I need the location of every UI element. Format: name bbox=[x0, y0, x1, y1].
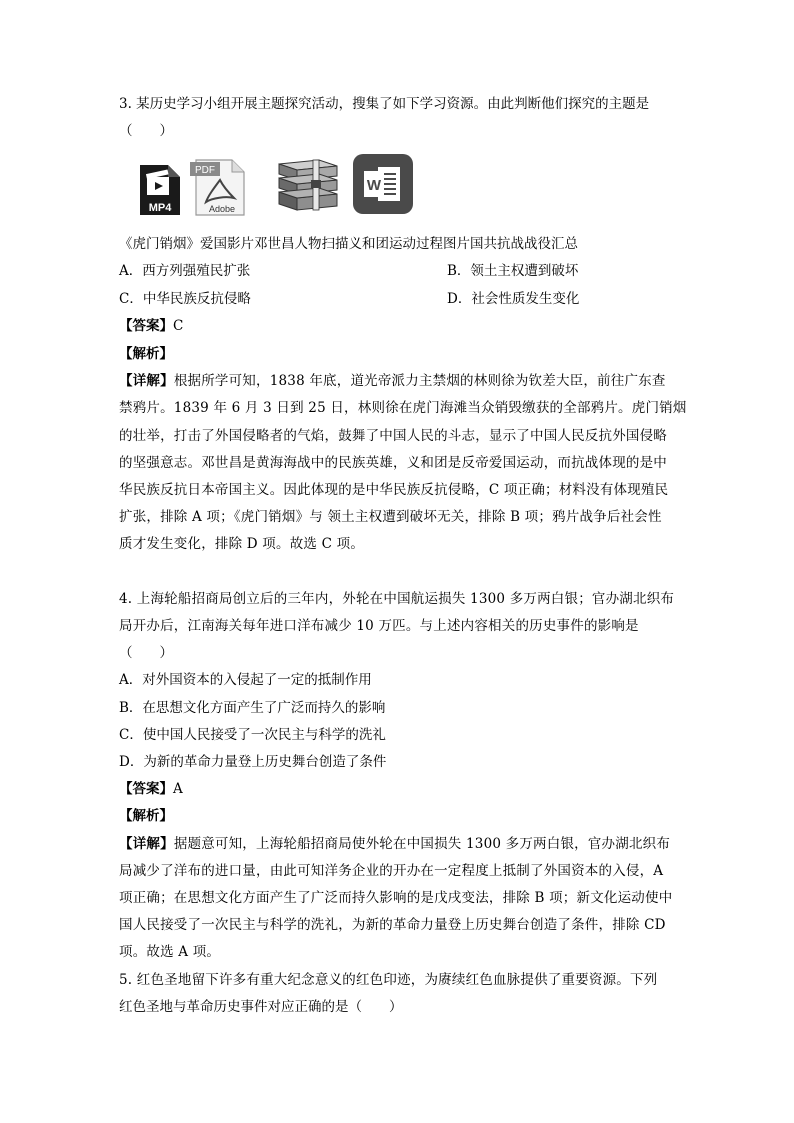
pdf-file-icon bbox=[190, 158, 248, 217]
q4-option-d: D．为新的革命力量登上历史舞台创造了条件 bbox=[119, 754, 387, 770]
svg-text:MP4: MP4 bbox=[148, 202, 172, 214]
answer-label: 【答案】 bbox=[119, 318, 173, 334]
q3-stem-line1: 3. 某历史学习小组开展主题探究活动，搜集了如下学习资源。由此判断他们探究的主题是 bbox=[119, 96, 650, 112]
q3-analysis-label: 【解析】 bbox=[119, 346, 173, 362]
word-document-icon bbox=[352, 153, 414, 215]
archive-books-icon bbox=[273, 156, 343, 216]
q3-option-b: B．领土主权遭到破坏 bbox=[447, 263, 579, 279]
q3-detail-line6: 扩张，排除 A 项；《虎门销烟》与 领土主权遭到破坏无关，排除 B 项；鸦片战争后社会性 bbox=[119, 509, 662, 525]
q3-detail-line2: 禁鸦片。1839 年 6 月 3 日到 25 日，林则徐在虎门海滩当众销毁缴获的全部鸦片。虎门销烟 bbox=[119, 400, 687, 416]
q4-stem-line3: （ ） bbox=[119, 645, 173, 661]
q3-option-a: A．西方列强殖民扩张 bbox=[119, 263, 251, 279]
q4-detail-line1: 【详解】据题意可知，上海轮船招商局使外轮在中国损失 1300 多万两白银，官办湖北织布 bbox=[119, 836, 671, 852]
q4-stem-line1: 4. 上海轮船招商局创立后的三年内，外轮在中国航运损失 1300 多万两白银；官办湖北织布 bbox=[119, 591, 675, 607]
q4-answer bbox=[119, 780, 183, 798]
detail-label: 【详解】 bbox=[119, 836, 174, 852]
q3-detail-line5: 华民族反抗日本帝国主义。因此体现的是中华民族反抗侵略，C 项正确；材料没有体现殖民 bbox=[119, 482, 669, 498]
q3-detail-line7: 质才发生变化，排除 D 项。故选 C 项。 bbox=[119, 536, 365, 552]
q3-detail-line4: 的坚强意志。邓世昌是黄海海战中的民族英雄，义和团是反帝爱国运动，而抗战体现的是中 bbox=[119, 455, 667, 471]
q4-stem-line2: 局开办后，江南海关每年进口洋布减少 10 万匹。与上述内容相关的历史事件的影响是 bbox=[119, 618, 639, 634]
q3-detail-line3: 的壮举，打击了外国侵略者的气焰，鼓舞了中国人民的斗志，显示了中国人民反抗外国侵略 bbox=[119, 428, 667, 444]
q4-detail-line2: 局减少了洋布的进口量，由此可知洋务企业的开办在一定程度上抵制了外国资本的入侵，A bbox=[119, 863, 664, 879]
resource-icons bbox=[138, 153, 418, 217]
q5-stem-line2: 红色圣地与革命历史事件对应正确的是（ ） bbox=[119, 999, 403, 1015]
answer-value: A bbox=[173, 781, 183, 797]
svg-text:W: W bbox=[366, 177, 382, 194]
mp4-file-icon bbox=[138, 163, 182, 217]
q3-resources-caption: 《虎门销烟》爱国影片邓世昌人物扫描义和团运动过程图片国共抗战战役汇总 bbox=[119, 236, 578, 252]
q3-stem-line2: （ ） bbox=[119, 123, 173, 139]
q3-detail-line1: 【详解】根据所学可知，1838 年底，道光帝派力主禁烟的林则徐为钦差大臣，前往广东查 bbox=[119, 373, 666, 389]
answer-label: 【答案】 bbox=[119, 781, 173, 797]
q4-option-a: A．对外国资本的入侵起了一定的抵制作用 bbox=[119, 672, 372, 688]
q4-detail-line5: 项。故选 A 项。 bbox=[119, 944, 221, 960]
q5-stem-line1: 5. 红色圣地留下许多有重大纪念意义的红色印迹，为赓续红色血脉提供了重要资源。下列 bbox=[119, 972, 658, 988]
answer-value: C bbox=[173, 318, 184, 334]
svg-text:PDF: PDF bbox=[195, 165, 215, 176]
svg-text:Adobe: Adobe bbox=[208, 204, 236, 214]
detail-label: 【详解】 bbox=[119, 373, 174, 389]
q4-analysis-label: 【解析】 bbox=[119, 808, 173, 824]
q3-answer bbox=[119, 317, 183, 335]
q4-detail-line3: 项正确；在思想文化方面产生了广泛而持久影响的是戊戌变法，排除 B 项；新文化运动使中 bbox=[119, 890, 673, 906]
q4-detail-line4: 国人民接受了一次民主与科学的洗礼，为新的革命力量登上历史舞台创造了条件，排除 CD bbox=[119, 917, 666, 933]
q4-option-b: B．在思想文化方面产生了广泛而持久的影响 bbox=[119, 700, 386, 716]
q3-option-c: C．中华民族反抗侵略 bbox=[119, 291, 251, 307]
q3-option-d: D．社会性质发生变化 bbox=[447, 291, 580, 307]
q4-option-c: C．使中国人民接受了一次民主与科学的洗礼 bbox=[119, 727, 386, 743]
